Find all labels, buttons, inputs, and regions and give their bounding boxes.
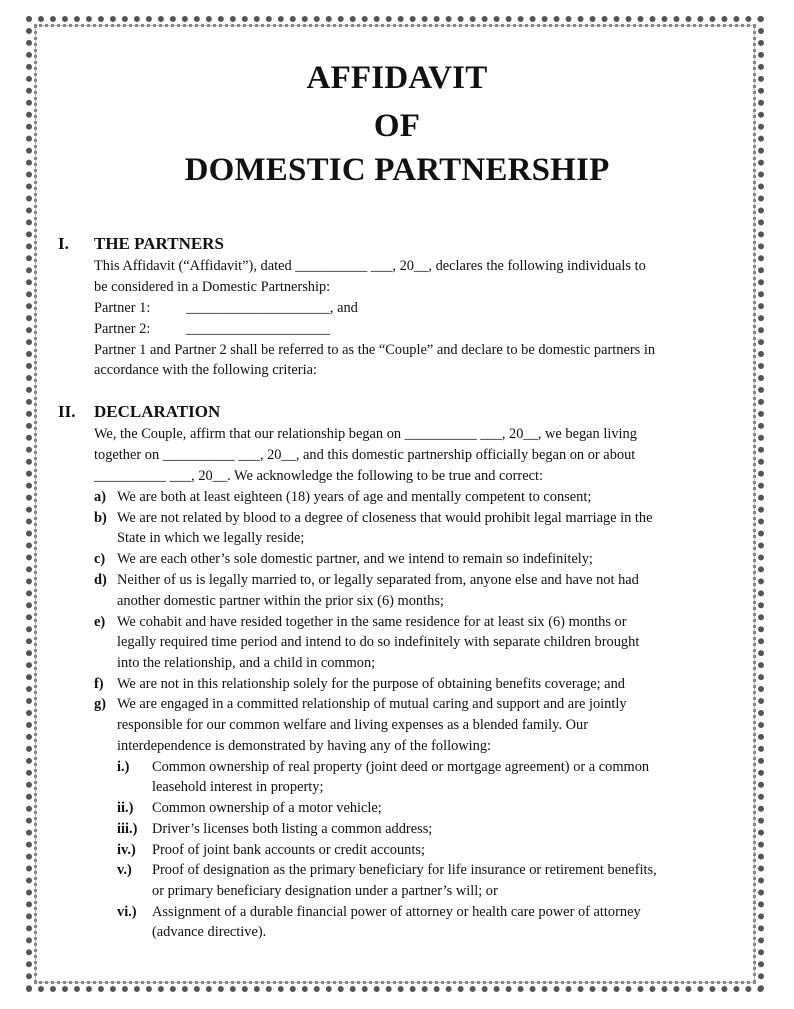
subitem-label: iv.) [117,842,136,858]
section-1-title: THE PARTNERS [94,234,224,253]
subitem-text: Proof of designation as the primary beneficiary for life insurance or retirement benefits, [152,862,657,878]
declaration-intro-line: __________ ___, 20__. We acknowledge the following to be true and correct: [94,468,543,484]
item-text: legally required time period and intend to do so indefinitely with separate children brought [117,634,640,650]
subitem-text: Common ownership of real property (joint deed or mortgage agreement) or a common [152,759,650,775]
section-2-number: II. [58,402,76,421]
item-text: into the relationship, and a child in common; [117,655,376,671]
subitem-text: Common ownership of a motor vehicle; [152,800,382,816]
item-text: We cohabit and have resided together in the same residence for at least six (6) months or [117,614,627,630]
title-line-2: OF [373,108,421,144]
item-label: f) [94,676,104,692]
partner-2-blank: ____________________ [186,321,330,337]
item-text: responsible for our common welfare and living expenses as a blended family. Our [117,717,589,733]
subitem-label: ii.) [117,800,134,816]
item-label: a) [94,489,106,505]
section-1-line: Partner 1 and Partner 2 shall be referred to as the “Couple” and declare to be domestic partners in [94,342,656,358]
section-1-line: be considered in a Domestic Partnership: [94,279,331,295]
item-label: g) [94,696,106,712]
subitem-label: iii.) [117,821,138,837]
item-text: We are engaged in a committed relationship of mutual caring and support and are jointly [117,696,627,712]
item-label: e) [94,614,106,630]
item-label: d) [94,572,107,588]
subitem-label: i.) [117,759,130,775]
item-text: We are both at least eighteen (18) years of age and mentally competent to consent; [117,489,592,505]
subitem-text: Proof of joint bank accounts or credit accounts; [152,842,425,858]
title-line-1: AFFIDAVIT [306,60,488,96]
item-text: We are each other’s sole domestic partner, and we intend to remain so indefinitely; [117,551,593,567]
section-1-line: accordance with the following criteria: [94,362,317,378]
partner-2-label: Partner 2: [94,321,151,337]
item-text: another domestic partner within the prior six (6) months; [117,593,444,609]
subitem-text: Assignment of a durable financial power of attorney or health care power of attorney [152,904,641,920]
partner-1-blank: ____________________, and [186,300,358,316]
section-2-title: DECLARATION [94,402,221,421]
section-1-number: I. [58,234,69,253]
item-label: c) [94,551,106,567]
subitem-text: leasehold interest in property; [152,779,324,795]
item-text: interdependence is demonstrated by having any of the following: [117,738,492,754]
section-1-line: This Affidavit (“Affidavit”), dated __________ ___, 20__, declares the following individuals to [94,258,646,274]
item-label: b) [94,510,107,526]
subitem-text: (advance directive). [152,924,267,940]
declaration-intro-line: together on __________ ___, 20__, and this domestic partnership officially began on or about [94,447,636,463]
title-line-3: DOMESTIC PARTNERSHIP [184,152,610,188]
subitem-text: Driver’s licenses both listing a common address; [152,821,433,837]
declaration-intro-line: We, the Couple, affirm that our relationship began on __________ ___, 20__, we began living [94,426,637,442]
partner-1-label: Partner 1: [94,300,151,316]
subitem-text: or primary beneficiary designation under a partner’s will; or [152,883,498,899]
subitem-label: v.) [117,862,132,878]
item-text: We are not in this relationship solely for the purpose of obtaining benefits coverage; and [117,676,625,692]
item-text: Neither of us is legally married to, or legally separated from, anyone else and have not had [117,572,639,588]
item-text: We are not related by blood to a degree of closeness that would prohibit legal marriage in the [117,510,653,526]
subitem-label: vi.) [117,904,137,920]
item-text: State in which we legally reside; [117,530,305,546]
